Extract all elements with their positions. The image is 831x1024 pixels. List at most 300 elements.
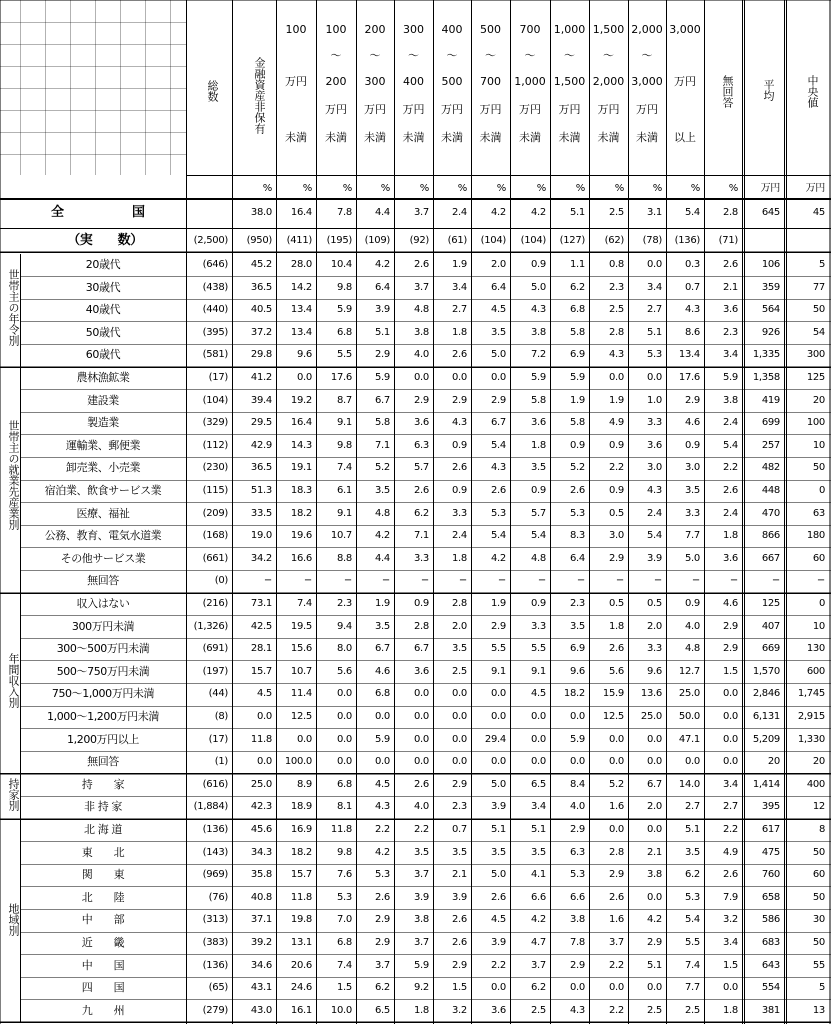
table-cell: 10.4: [330, 259, 352, 270]
table-cell: (395): [202, 326, 228, 338]
bracket-header-8-2: 2,000: [592, 75, 625, 88]
table-cell: 0.0: [646, 259, 662, 270]
unit-label: %: [575, 183, 585, 194]
table-cell: 43.0: [250, 1004, 272, 1016]
bracket-header-3-1: 〜: [408, 49, 419, 62]
bracket-header-7-0: 1,000: [553, 23, 586, 36]
row-label: 製造業: [87, 416, 119, 430]
table-cell: 8.8: [336, 552, 352, 564]
table-cell: 4.3: [608, 349, 624, 361]
table-cell: 2.9: [490, 394, 506, 406]
table-cell: 2.9: [569, 959, 585, 971]
table-cell: 2.1: [646, 846, 662, 858]
table-cell: 5.3: [569, 507, 585, 519]
table-cell: 3.3: [530, 620, 546, 632]
bracket-header-4-4: 未満: [441, 131, 463, 144]
table-cell: 1.6: [608, 801, 624, 813]
bracket-header-10-2: 以上: [674, 131, 696, 144]
table-cell: 3.6: [413, 665, 429, 677]
table-cell: 50: [812, 846, 825, 858]
table-cell: 77: [812, 281, 825, 293]
table-cell: 4.5: [374, 778, 390, 790]
row-label: 非 持 家: [84, 800, 122, 814]
table-cell: 2.5: [608, 304, 624, 316]
table-cell: (71): [718, 235, 738, 246]
table-cell: 5.4: [684, 914, 700, 926]
table-cell: 3.6: [490, 1004, 506, 1016]
table-cell: 2,915: [797, 711, 825, 722]
row-label: 1,200万円以上: [67, 732, 139, 746]
table-cell: 5.3: [569, 869, 585, 881]
table-cell: 3.6: [722, 304, 738, 316]
table-cell: 5.8: [530, 394, 546, 406]
table-cell: 0.9: [451, 485, 467, 496]
table-cell: 2.9: [569, 824, 585, 835]
table-cell: 0.0: [451, 711, 467, 722]
group-label: 世帯主の年令別: [7, 268, 20, 346]
row-label: 東 北: [81, 845, 125, 859]
table-cell: (197): [202, 665, 228, 677]
table-cell: 9.8: [336, 846, 352, 858]
table-cell: [186, 202, 228, 224]
row-label: 無回答: [87, 755, 119, 769]
table-cell: 41.2: [250, 372, 272, 383]
table-cell: 42.3: [250, 801, 272, 813]
table-cell: 3.9: [646, 552, 662, 564]
table-cell: 6.8: [336, 937, 352, 948]
table-cell: 2.7: [451, 304, 467, 316]
unit-label: %: [690, 183, 700, 194]
table-cell: −: [615, 575, 624, 587]
table-cell: 419: [761, 394, 780, 406]
table-cell: 3.3: [646, 417, 662, 429]
table-cell: 14.2: [290, 281, 312, 293]
table-cell: 8.3: [569, 530, 585, 542]
row-label: 関 東: [81, 868, 125, 882]
table-cell: 0.0: [646, 756, 662, 768]
table-cell: 17.6: [330, 372, 352, 383]
table-cell: 2.7: [722, 801, 738, 813]
table-cell: (1,884): [193, 801, 228, 813]
table-cell: 0.0: [722, 756, 738, 768]
bracket-header-7-3: 万円: [558, 103, 581, 116]
table-cell: 2.0: [646, 620, 662, 632]
table-cell: 4.9: [608, 417, 624, 429]
table-cell: 2.5: [451, 665, 467, 677]
table-cell: (691): [202, 643, 228, 655]
table-cell: 50: [812, 462, 825, 474]
table-cell: (65): [208, 982, 228, 994]
table-cell: 5.6: [336, 665, 352, 677]
table-cell: 3.6: [530, 417, 546, 429]
table-cell: 6.9: [569, 349, 585, 361]
table-cell: 2.6: [451, 349, 467, 361]
table-cell: 0.0: [296, 372, 312, 383]
table-cell: 448: [761, 485, 780, 496]
table-cell: 2.0: [451, 620, 467, 632]
table-cell: 10: [812, 439, 825, 451]
table-cell: (76): [208, 891, 228, 903]
table-cell: 29.4: [484, 733, 506, 745]
table-cell: 4.1: [530, 869, 546, 881]
table-cell: 3.8: [646, 869, 662, 881]
table-cell: 0.0: [684, 756, 700, 768]
table-cell: 2.9: [684, 394, 700, 406]
group-label: 世帯主の就業先産業別: [7, 420, 20, 530]
table-cell: (440): [202, 304, 228, 316]
bracket-header-4-1: 〜: [446, 49, 458, 62]
table-cell: 3.8: [413, 326, 429, 338]
table-cell: 0.0: [608, 372, 624, 383]
table-cell: 16.1: [290, 1004, 312, 1016]
row-label: 300〜500万円未満: [56, 642, 150, 656]
bracket-header-5-0: 500: [480, 23, 501, 36]
table-cell: 51.3: [250, 485, 272, 496]
table-cell: 3.5: [451, 846, 467, 858]
table-cell: 0.0: [608, 756, 624, 768]
bracket-header-6-4: 未満: [519, 131, 541, 144]
bracket-header-9-1: 〜: [641, 49, 653, 62]
table-cell: 15.7: [290, 869, 312, 881]
table-cell: −: [458, 575, 467, 587]
table-cell: 16.4: [290, 417, 312, 429]
row-label: 収入はない: [76, 597, 130, 610]
table-cell: 7.2: [530, 349, 546, 361]
table-cell: 3.9: [374, 304, 390, 316]
table-cell: 5: [818, 259, 825, 270]
table-cell: 4.3: [646, 485, 662, 496]
table-cell: 0.5: [646, 598, 662, 609]
table-cell: 3.3: [646, 643, 662, 655]
table-cell: 3.3: [684, 507, 700, 519]
table-cell: 15.6: [290, 643, 312, 655]
table-cell: 5.5: [336, 349, 352, 361]
table-cell: (230): [202, 462, 228, 474]
table-cell: 0.0: [646, 733, 662, 745]
table-cell: 10.0: [330, 1004, 352, 1016]
table-cell: 2.2: [608, 1004, 624, 1016]
table-cell: 2.6: [490, 485, 506, 496]
table-cell: (143): [202, 846, 228, 858]
table-cell: −: [771, 575, 780, 587]
table-cell: 0.9: [684, 439, 700, 451]
table-cell: 5.1: [684, 824, 700, 835]
table-cell: 0.0: [451, 756, 467, 768]
table-cell: 6.4: [374, 281, 390, 293]
table-cell: 9.8: [336, 439, 352, 451]
table-cell: −: [729, 575, 738, 587]
group-label: 持家別: [7, 778, 20, 812]
table-cell: 5.1: [646, 326, 662, 338]
table-cell: 2.8: [413, 620, 429, 632]
row-label: 500〜750万円未満: [56, 664, 150, 678]
bracket-header-9-2: 3,000: [631, 75, 663, 88]
table-cell: 34.6: [250, 959, 272, 971]
table-cell: 1.9: [451, 259, 467, 270]
table-cell: 3.4: [722, 937, 738, 948]
table-cell: (195): [326, 235, 352, 246]
table-cell: 0.0: [530, 733, 546, 745]
table-cell: 2.4: [451, 207, 467, 218]
table-cell: 5.9: [336, 304, 352, 316]
row-label: 30歳代: [85, 280, 121, 294]
table-cell: 7.0: [336, 914, 352, 926]
table-cell: 0.0: [569, 756, 585, 768]
table-cell: 381: [761, 1004, 780, 1016]
table-cell: 18.2: [290, 846, 312, 858]
table-cell: 3.8: [530, 326, 546, 338]
table-cell: 617: [761, 824, 780, 835]
table-cell: 5.9: [569, 372, 585, 383]
table-cell: 0.0: [569, 711, 585, 722]
table-cell: (438): [202, 281, 228, 293]
row-label: 50歳代: [85, 325, 121, 339]
table-cell: 7.4: [336, 462, 352, 474]
table-cell: 106: [761, 259, 780, 270]
table-cell: 3.7: [413, 869, 429, 881]
bracket-header-2-4: 未満: [364, 131, 386, 144]
table-cell: 0.9: [569, 439, 585, 451]
table-cell: 0.9: [684, 598, 700, 609]
bracket-header-1-4: 未満: [325, 131, 347, 144]
table-cell: 2.5: [530, 1004, 546, 1016]
table-cell: 0.0: [413, 756, 429, 768]
table-cell: 5.3: [684, 891, 700, 903]
table-cell: 2.9: [451, 394, 467, 406]
table-cell: 0.0: [256, 756, 272, 768]
table-cell: 6.8: [336, 326, 352, 338]
table-cell: 8.4: [569, 778, 585, 790]
table-cell: 13.4: [290, 326, 312, 338]
table-cell: 6.7: [374, 394, 390, 406]
bracket-header-6-3: 万円: [519, 103, 541, 116]
table-cell: 2.9: [374, 937, 390, 948]
table-cell: 60: [812, 552, 825, 564]
table-cell: 2.2: [608, 959, 624, 971]
table-cell: 3.9: [451, 891, 467, 903]
table-cell: (1): [214, 756, 228, 768]
table-cell: 5.7: [413, 462, 429, 474]
table-cell: 1.0: [646, 394, 662, 406]
table-cell: 1.9: [374, 598, 390, 609]
table-cell: (17): [208, 372, 228, 383]
table-cell: 0.9: [530, 485, 546, 496]
table-cell: −: [691, 575, 700, 587]
table-cell: 5.9: [374, 372, 390, 383]
table-cell: 45: [812, 207, 825, 218]
table-cell: 4.5: [490, 304, 506, 316]
table-cell: −: [343, 575, 352, 587]
table-cell: 1,330: [797, 733, 825, 745]
bracket-header-8-1: 〜: [603, 49, 614, 62]
bracket-header-2-3: 万円: [364, 103, 386, 116]
bracket-header-7-2: 1,500: [553, 75, 586, 88]
table-cell: 2.3: [722, 326, 738, 338]
row-label: 300万円未満: [71, 619, 135, 633]
table-cell: 24.6: [290, 982, 312, 994]
table-cell: 3.2: [451, 1004, 467, 1016]
bracket-header-5-3: 万円: [479, 103, 502, 116]
table-cell: 12: [812, 801, 825, 813]
table-cell: 14.3: [290, 439, 312, 451]
table-cell: 5.4: [646, 530, 662, 542]
table-cell: 4.0: [413, 801, 429, 813]
table-cell: 3.4: [646, 281, 662, 293]
table-cell: 33.5: [250, 507, 272, 519]
table-cell: 12.5: [602, 711, 624, 722]
table-cell: 0.0: [722, 711, 738, 722]
table-cell: 25.0: [678, 688, 700, 700]
table-cell: 1,414: [752, 778, 780, 790]
table-cell: 9.1: [490, 665, 506, 677]
table-cell: 11.4: [290, 688, 312, 700]
table-cell: 2.6: [722, 485, 738, 496]
table-cell: 8: [818, 824, 825, 835]
table-cell: 28.1: [250, 643, 272, 655]
table-cell: 20.6: [290, 959, 312, 971]
row-label: 近 畿: [81, 936, 125, 949]
table-cell: 0.0: [374, 756, 390, 768]
table-cell: 12.5: [290, 711, 312, 722]
table-cell: 2.5: [608, 207, 624, 218]
table-cell: 4.6: [374, 665, 390, 677]
row-label: 中 部: [81, 913, 125, 927]
table-cell: 2.9: [608, 869, 624, 881]
table-cell: 6.7: [646, 778, 662, 790]
table-cell: 3.7: [413, 937, 429, 948]
table-cell: 16.9: [290, 824, 312, 835]
table-cell: 4.3: [530, 304, 546, 316]
table-cell: 5.3: [336, 891, 352, 903]
table-cell: 7.4: [336, 959, 352, 971]
table-cell: 17.6: [678, 372, 700, 383]
table-cell: 5.3: [646, 349, 662, 361]
table-cell: 2.5: [646, 1004, 662, 1016]
table-cell: 19.8: [290, 914, 312, 926]
table-cell: 4.8: [684, 643, 700, 655]
table-cell: 3.8: [569, 914, 585, 926]
table-cell: 0.0: [336, 711, 352, 722]
table-cell: 6.2: [530, 982, 546, 994]
table-cell: 3.9: [490, 801, 506, 813]
table-cell: 9.4: [336, 620, 352, 632]
table-cell: 1.9: [569, 394, 585, 406]
table-cell: 9.1: [336, 507, 352, 519]
row-label: 持 家: [81, 777, 125, 791]
table-cell: 5.4: [722, 439, 738, 451]
table-cell: (92): [409, 235, 429, 246]
table-cell: (136): [202, 824, 228, 835]
table-cell: 6.2: [569, 281, 585, 293]
table-cell: 2.9: [646, 937, 662, 948]
table-cell: 5.1: [569, 207, 585, 218]
table-cell: (313): [202, 914, 228, 926]
table-cell: 3.5: [490, 846, 506, 858]
table-cell: 40.5: [250, 304, 272, 316]
table-cell: 42.9: [250, 439, 272, 451]
table-cell: 2.2: [608, 462, 624, 474]
row-label: 九 州: [81, 1003, 125, 1017]
table-cell: (104): [480, 235, 506, 246]
table-cell: (969): [202, 869, 228, 881]
table-cell: 600: [806, 665, 825, 677]
table-cell: 643: [761, 959, 780, 971]
total-header: 総数: [206, 80, 219, 102]
table-cell: 2.4: [722, 507, 738, 519]
table-cell: 7.1: [374, 439, 390, 451]
table-cell: 470: [761, 507, 780, 519]
unit-label: %: [419, 183, 429, 194]
table-cell: 6.2: [413, 507, 429, 519]
group-label: 年間収入別: [7, 653, 20, 709]
table-cell: 3.4: [451, 281, 467, 293]
table-cell: 20: [812, 756, 825, 768]
national-label: 全 国: [50, 205, 159, 220]
table-cell: (581): [202, 349, 228, 361]
table-cell: 1.8: [722, 1004, 738, 1016]
table-cell: 7.7: [684, 982, 700, 994]
table-cell: 3.9: [490, 937, 506, 948]
table-cell: [786, 230, 825, 252]
table-cell: 3.6: [646, 439, 662, 451]
bracket-header-4-0: 400: [441, 23, 463, 36]
table-cell: 43.1: [250, 982, 272, 994]
table-cell: 4.3: [684, 304, 700, 316]
row-label: 建設業: [87, 393, 119, 407]
table-cell: 4.2: [374, 259, 390, 270]
table-cell: 3.4: [722, 349, 738, 361]
table-cell: 28.0: [290, 259, 312, 270]
table-cell: 2.0: [646, 801, 662, 813]
table-cell: 15.9: [602, 688, 624, 700]
table-cell: 1.5: [722, 959, 738, 971]
table-cell: −: [537, 575, 546, 587]
table-cell: 3.7: [413, 281, 429, 293]
table-cell: 0.0: [530, 756, 546, 768]
table-cell: 4.4: [374, 207, 390, 218]
table-cell: 4.0: [413, 349, 429, 361]
table-cell: 395: [761, 801, 780, 813]
table-cell: 4.8: [374, 507, 390, 519]
table-cell: 926: [761, 326, 780, 338]
table-cell: 6.6: [530, 891, 546, 903]
table-cell: 5.0: [530, 281, 546, 293]
table-cell: 2.3: [608, 281, 624, 293]
table-cell: 2.4: [451, 530, 467, 542]
table-cell: 6.5: [530, 778, 546, 790]
table-cell: 16.6: [290, 552, 312, 564]
bracket-header-3-4: 未満: [402, 131, 425, 144]
table-cell: 5.8: [569, 326, 585, 338]
table-cell: 7.4: [684, 959, 700, 971]
unit-label: 万円: [805, 183, 825, 194]
bracket-header-9-4: 未満: [636, 131, 658, 144]
table-cell: 2.1: [451, 869, 467, 881]
table-cell: 18.3: [290, 485, 312, 496]
table-cell: 1,358: [752, 372, 780, 383]
table-cell: 1,570: [752, 665, 780, 677]
table-cell: 50.0: [678, 711, 700, 722]
table-cell: 0.0: [646, 891, 662, 903]
table-cell: 0.0: [490, 688, 506, 700]
table-cell: 4.3: [451, 417, 467, 429]
table-cell: 4.7: [530, 937, 546, 948]
table-cell: 5.4: [530, 530, 546, 542]
table-cell: 645: [761, 207, 780, 218]
table-cell: 2.9: [451, 959, 467, 971]
table-cell: 475: [761, 846, 780, 858]
table-cell: 4.3: [374, 801, 390, 813]
